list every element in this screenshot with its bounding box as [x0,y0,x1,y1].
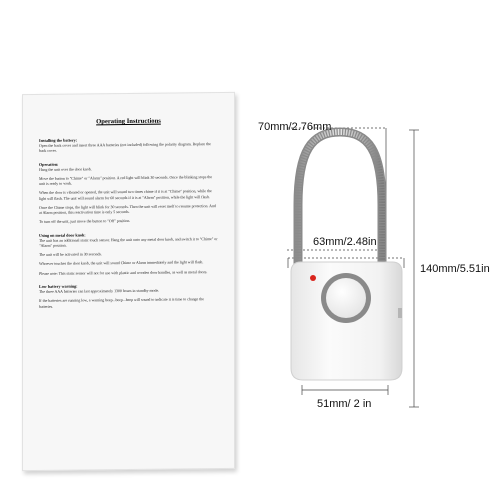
manual-paragraph: Hang the unit over the door knob. [39,166,92,172]
manual-paragraph: Open the back cover and insert three AAA batteries (not included) following the polarity diagram. Replace the back cover. [39,142,211,154]
manual-paragraph: Move the button to "Chime" or "Alarm" position. A red light will blink 30 seconds. Once the blinking stops the unit is ready to work. [39,174,213,186]
side-switch [398,308,402,318]
main-button [326,278,366,318]
manual-paragraph: Please note: This static sensor will not for use with plastic and wooden door handles, as well as metal doors. [39,269,208,276]
height-label: 140mm/5.51in [420,263,490,275]
manual-section-heading: Low battery warning: [39,283,78,289]
manual-section-heading: Using on metal door knob: [39,232,86,238]
manual-title: Operating Instructions [96,117,161,126]
manual-paragraph: The unit has an additional static touch sensor. Hang the unit onto any metal door knob, and switch it to "Chime" or "Alarm" position. [39,236,218,248]
manual-paragraph: The unit will be activated in 30 seconds. [39,252,102,258]
loop-width-label: 70mm/2.76mm [258,121,332,133]
manual-paragraph: Once the Chime stops, the light will blink for 30 seconds. Then the unit will reset itself to resume protection. And at Alarm position, this reactivation time is only 5 seconds. [39,203,216,216]
body-width-label: 63mm/2.48in [313,236,377,248]
bottom-width-label: 51mm/ 2 in [317,398,372,410]
manual-section-heading: Installing the battery: [39,137,78,143]
manual-paragraph: The three AAA batteries can last approximately 1300 hours in standby mode. [39,288,160,294]
manual-section-heading: Operation: [39,161,59,167]
manual-paragraph: If the batteries are running low, a warning beep...beep...beep will sound to indicate it is time to change the batteries. [39,297,204,309]
manual-paragraph: When the door is vibrated or opened, the unit will sound two times chime if it is at "Chime" position, while the light will flash. The unit will sound alarm for 60 seconds if it is at "Alarm" position, while the light will flash. [39,189,212,201]
indicator-light [310,275,316,281]
manual-paragraph: To turn off the unit, just move the button to "Off" position. [39,219,131,225]
manual-paragraph: Whoever touches the door knob, the unit will sound Chime or Alarm immediately and the light will flash. [39,260,204,267]
